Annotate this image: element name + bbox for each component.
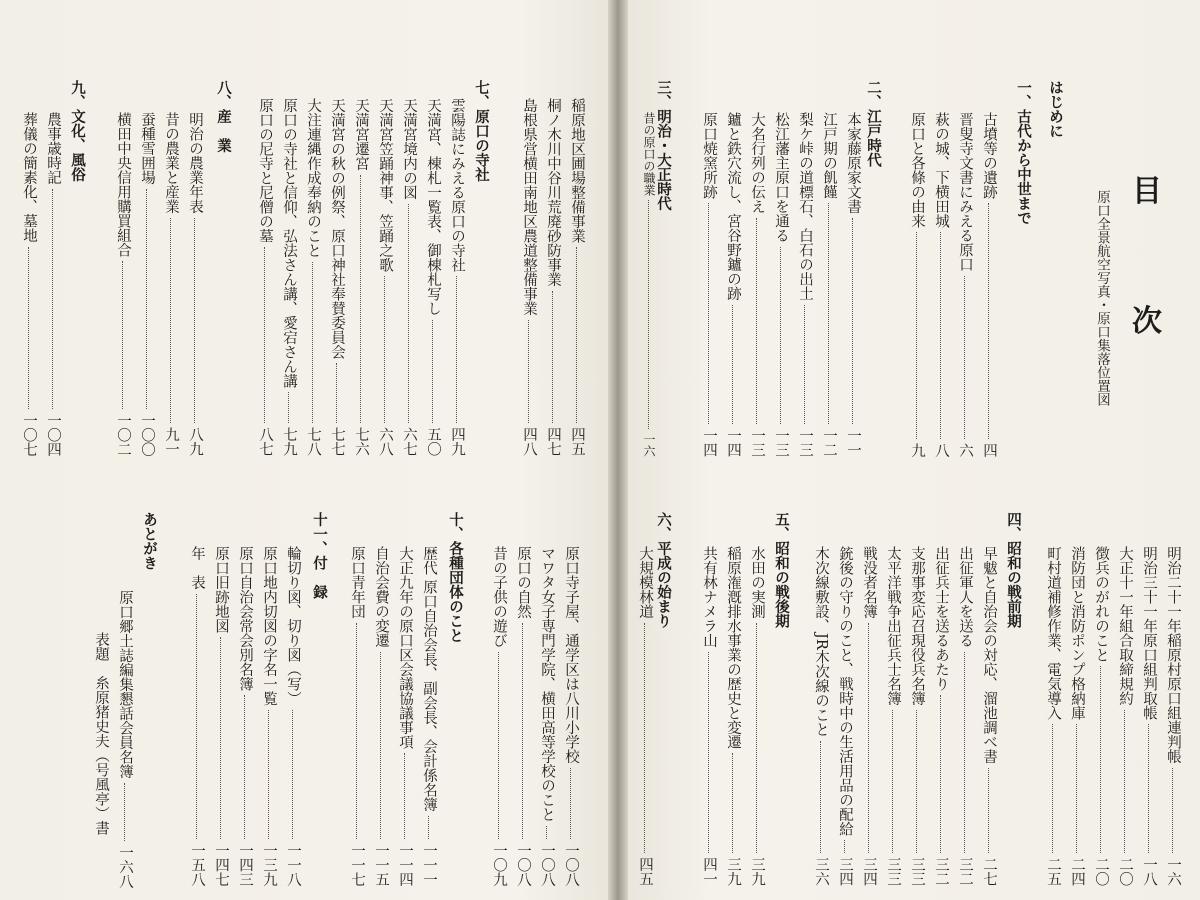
page-number: 一四 — [701, 428, 717, 457]
entry-title: 出征兵士を送るあたり — [933, 546, 949, 691]
page-number: 四五 — [637, 857, 653, 886]
entry-title: マワタ女子専門学院、横田高等学校のこと — [539, 546, 555, 822]
section-heading-s7: 七、原口の寺社 — [473, 80, 489, 182]
section-heading-s6: 六、平成の始まり — [655, 512, 671, 628]
leader-dots — [336, 363, 337, 423]
entry-title: 天満宮、棟札一覧表、御棟札写し — [425, 98, 441, 316]
book-gutter — [608, 0, 628, 900]
page-number: 一〇〇 — [139, 412, 155, 456]
toc-entry — [372, 546, 389, 886]
leader-dots — [384, 276, 385, 423]
entry-title: 蚕種雪囲場 — [139, 112, 155, 185]
toc-entry — [956, 546, 973, 886]
entry-title: 木次線敷設、JR木次線のこと — [813, 546, 829, 737]
toc-entry — [520, 98, 537, 456]
leader-dots — [288, 392, 289, 423]
entry-title: 戦没者名簿 — [861, 546, 877, 619]
leader-dots — [964, 276, 965, 439]
entry-title: 原口の自然 — [515, 546, 531, 619]
leader-dots — [964, 652, 965, 854]
entry-title: 水田の実測 — [749, 546, 765, 619]
leader-dots — [940, 695, 941, 853]
page-number: 九 — [909, 442, 925, 457]
entry-title: 自治会費の変遷 — [373, 546, 389, 648]
entry-title: 早魃と自治会の対応、溜池調べ書 — [981, 546, 997, 764]
toc-entry — [860, 546, 877, 886]
leader-dots — [868, 623, 869, 854]
leader-dots — [1124, 710, 1125, 854]
toc-entry — [844, 112, 861, 457]
toc-entry — [820, 112, 837, 457]
entry-title: 出征軍人を送る — [957, 546, 973, 648]
frontispiece-entry: 原口全景航空写真・原口集落位置図 — [1094, 190, 1110, 406]
entry-title: 原口と各條の由来 — [909, 112, 925, 228]
entry-title: 共有林ナメラ山 — [701, 546, 717, 648]
page-number: 一〇八 — [563, 842, 579, 886]
entry-title: 昔の原口の職業 — [642, 112, 656, 196]
toc-entry — [138, 112, 155, 456]
toc-entry — [544, 98, 561, 456]
entry-title: 天満宮笠踊神事、笠踊之歌 — [377, 98, 393, 272]
toc-entry — [448, 98, 465, 456]
toc-entry — [812, 546, 829, 886]
section-heading-s1: 一、古代から中世まで — [1015, 80, 1031, 225]
entry-title: 銃後の守りのこと、戦時中の生活用品の配給 — [837, 546, 853, 836]
toc-entry — [980, 546, 997, 886]
toc-entry — [44, 112, 61, 456]
page-number: 一一五 — [373, 842, 389, 886]
toc-entry — [400, 98, 417, 456]
page-number: 三二 — [957, 857, 973, 886]
section-heading-s10: 十、各種団体のこと — [447, 512, 463, 643]
leader-dots — [708, 203, 709, 424]
entry-title: 葬儀の簡素化、墓地 — [21, 112, 37, 243]
entry-title: 原口郷土誌編集懇話会員名簿 — [117, 590, 133, 779]
entry-title: 島根県営横田南地区農道整備事業 — [521, 98, 537, 316]
page-number: 一三九 — [261, 842, 277, 886]
leader-dots — [522, 623, 523, 839]
title-char-1: 目 — [1132, 174, 1162, 209]
leader-dots — [892, 710, 893, 854]
leader-dots — [52, 189, 53, 409]
toc-entry — [1116, 546, 1133, 886]
leader-dots — [756, 218, 757, 425]
leader-dots — [498, 652, 499, 839]
page-number: 一〇四 — [45, 412, 61, 456]
leader-dots — [122, 261, 123, 409]
page-number: 一四 — [725, 428, 741, 457]
leader-dots — [708, 652, 709, 854]
entry-title: 古墳等の遺跡 — [981, 112, 997, 199]
entry-title: 大正九年の原口区会議協議事項 — [397, 546, 413, 749]
section-heading-atogaki: あとがき — [141, 512, 157, 570]
entry-title: 天満宮の秋の例祭、原口神社奉賛委員会 — [329, 98, 345, 359]
page-number: 三九 — [725, 857, 741, 886]
leader-dots — [194, 218, 195, 424]
entry-title: 横田中央信用購買組合 — [115, 112, 131, 257]
page-number: 二七 — [981, 857, 997, 886]
leader-dots — [428, 816, 429, 839]
entry-title: 稲原地区圃場整備事業 — [569, 98, 585, 243]
page-number: 三四 — [837, 857, 853, 886]
leader-dots — [916, 232, 917, 439]
page-number: 一〇二 — [115, 412, 131, 456]
leader-dots — [732, 305, 733, 425]
leader-dots — [820, 741, 821, 853]
toc-entry — [636, 546, 653, 886]
entry-title: 昔の子供の遊び — [491, 546, 507, 648]
leader-dots — [1148, 724, 1149, 853]
leader-dots — [28, 247, 29, 409]
section-heading-s11: 十一、付 録 — [311, 512, 327, 599]
leader-dots — [1076, 724, 1077, 853]
page-number: 一三 — [749, 428, 765, 457]
entry-title: 農事歳時記 — [45, 112, 61, 185]
toc-entry — [700, 546, 717, 886]
entry-title: 明治三十一年原口組判取帳 — [1141, 546, 1157, 720]
page-number: 一四七 — [213, 842, 229, 886]
leader-dots — [244, 695, 245, 839]
page-number: 七七 — [329, 427, 345, 456]
toc-entry — [568, 98, 585, 456]
entry-title: 輪切り図、切り図（写） — [285, 546, 301, 706]
page-number: 二四 — [1069, 857, 1085, 886]
page-number: 四一 — [701, 857, 717, 886]
leader-dots — [570, 768, 571, 839]
toc-entry — [186, 112, 203, 456]
entry-title: 萩の城、下横田城 — [933, 112, 949, 228]
entry-title: 天満宮遷宮 — [353, 98, 369, 171]
page-number: 三三 — [909, 857, 925, 886]
toc-entry — [256, 98, 273, 456]
leader-dots — [146, 189, 147, 409]
entry-title: 大正十一年組合取締規約 — [1117, 546, 1133, 706]
leader-dots — [644, 623, 645, 854]
section-heading-s4: 四、昭和の戦前期 — [1005, 512, 1021, 628]
page-number: 一一七 — [349, 842, 365, 886]
page-number: 一八 — [1141, 857, 1157, 886]
page-number: 七八 — [305, 427, 321, 456]
toc-entry — [538, 546, 555, 886]
section-heading-s2: 二、江戸時代 — [865, 80, 881, 167]
leader-dots — [844, 840, 845, 853]
leader-dots — [528, 320, 529, 424]
toc-entry — [1044, 546, 1061, 886]
page-number: 一四三 — [237, 842, 253, 886]
entry-title: 大名行列の伝え — [749, 112, 765, 214]
leader-dots — [1052, 724, 1053, 853]
entry-title: 晋叟寺文書にみえる原口 — [957, 112, 973, 272]
toc-entry — [724, 112, 741, 457]
page-number: 四 — [981, 442, 997, 457]
page-number: 一一一 — [421, 842, 437, 886]
section-heading-s9: 九、文化、風俗 — [69, 80, 85, 182]
entry-title: 町村道補修作業、電気導入 — [1045, 546, 1061, 720]
page-number: 六七 — [401, 427, 417, 456]
toc-entry — [376, 98, 393, 456]
toc-entry — [514, 546, 531, 886]
page-number: 三四 — [861, 857, 877, 886]
entry-title: 明治の農業年表 — [187, 112, 203, 214]
toc-entry — [188, 546, 205, 886]
leader-dots — [780, 247, 781, 425]
leader-dots — [456, 276, 457, 423]
toc-entry — [236, 546, 253, 886]
toc-entry — [980, 112, 997, 457]
entry-title: 大規模林道 — [637, 546, 653, 619]
entry-title: 稲原潅漑排水事業の歴史と変遷 — [725, 546, 741, 749]
section-heading-s5: 五、昭和の戦後期 — [773, 512, 789, 628]
entry-title: 原口焼窯所跡 — [701, 112, 717, 199]
toc-entry — [348, 546, 365, 886]
page-number: 六 — [957, 442, 973, 457]
page-number: 一〇八 — [515, 842, 531, 886]
toc-entry — [562, 546, 579, 886]
leader-dots — [1100, 666, 1101, 853]
page-number: 一六八 — [117, 844, 133, 888]
page-number: 一三 — [797, 428, 813, 457]
page-number: 二五 — [1045, 857, 1061, 886]
entry-title: 原口青年団 — [349, 546, 365, 619]
toc-entry — [932, 112, 949, 457]
entry-title: 天満宮境内の図 — [401, 98, 417, 200]
toc-entry — [212, 546, 229, 886]
leader-dots — [804, 305, 805, 425]
page-number: 一一八 — [285, 842, 301, 886]
toc-entry — [424, 98, 441, 456]
page-number: 四七 — [545, 427, 561, 456]
entry-title: 原口の尼寺と尼僧の墓 — [257, 98, 273, 243]
leader-dots — [404, 753, 405, 839]
leader-dots — [828, 203, 829, 424]
leader-dots — [264, 247, 265, 423]
leader-dots — [988, 203, 989, 439]
page-number: 八九 — [187, 427, 203, 456]
leader-dots — [1172, 768, 1173, 854]
leader-dots — [196, 594, 197, 839]
toc-entry — [1164, 546, 1181, 886]
page-number: 七六 — [353, 427, 369, 456]
page-number: 一六 — [642, 433, 656, 457]
toc-entry — [352, 98, 369, 456]
toc-entry — [640, 112, 657, 457]
page-number: 三六 — [813, 857, 829, 886]
entry-title: 原口寺子屋、通学区は八川小学校 — [563, 546, 579, 764]
entry-title: 鑪と鉄穴流し、宮谷野鑪の跡 — [725, 112, 741, 301]
leader-dots — [360, 175, 361, 424]
entry-title: 雲陽誌にみえる原口の寺社 — [449, 98, 465, 272]
leader-dots — [312, 262, 313, 424]
entry-title: 歴代 原口自治会長、副会長、会計係名簿 — [421, 546, 437, 812]
page-number: 三三 — [885, 857, 901, 886]
page-number: 七九 — [281, 427, 297, 456]
page-number: 二〇 — [1117, 857, 1133, 886]
leader-dots — [648, 200, 649, 429]
toc-entry — [796, 112, 813, 457]
leader-dots — [292, 710, 293, 839]
toc-entry — [284, 546, 301, 886]
entry-title: 原口の寺社と信仰、弘法さん講、愛宕さん講 — [281, 98, 297, 388]
toc-entry — [956, 112, 973, 457]
leader-dots — [268, 710, 269, 839]
entry-title: 太平洋戦争出征兵士名簿 — [885, 546, 901, 706]
leader-dots — [356, 623, 357, 839]
toc-entry — [932, 546, 949, 886]
toc-entry — [908, 112, 925, 457]
entry-title: 大注連縄作成奉納のこと — [305, 98, 321, 258]
page-number: 三九 — [749, 857, 765, 886]
section-heading-s3: 三、明治・大正時代 — [655, 80, 671, 211]
toc-entry — [20, 112, 37, 456]
toc-entry — [490, 546, 507, 886]
toc-entry — [836, 546, 853, 886]
entry-title: 支那事変応召現役兵名簿 — [909, 546, 925, 706]
entry-title: 原口地内切図の字名一覧 — [261, 546, 277, 706]
entry-title: 桐ノ木川中谷川荒廃砂防事業 — [545, 98, 561, 287]
leader-dots — [170, 218, 171, 424]
page-number: 六八 — [377, 427, 393, 456]
toc-entry — [1140, 546, 1157, 886]
toc-entry — [420, 546, 437, 886]
toc-entry — [304, 98, 321, 456]
entry-title: 原口旧跡地図 — [213, 546, 229, 633]
toc-entry — [884, 546, 901, 886]
toc-entry — [748, 112, 765, 457]
leader-dots — [432, 320, 433, 424]
page-number: 二〇 — [1093, 857, 1109, 886]
entry-title: 梨ケ峠の道標石、白石の出土 — [797, 112, 813, 301]
page-number: 八七 — [257, 427, 273, 456]
toc-entry — [162, 112, 179, 456]
entry-title: 消防団と消防ポンプ格納庫 — [1069, 546, 1085, 720]
page-number: 四八 — [521, 427, 537, 456]
leader-dots — [552, 291, 553, 424]
toc-entry — [328, 98, 345, 456]
page-number: 一三 — [773, 428, 789, 457]
toc-entry — [1092, 546, 1109, 886]
toc-entry — [700, 112, 717, 457]
leader-dots — [988, 768, 989, 854]
page-number: 一一四 — [397, 842, 413, 886]
page-number: 四九 — [449, 427, 465, 456]
page-number: 一二 — [821, 428, 837, 457]
toc-entry — [396, 546, 413, 886]
toc-entry — [280, 98, 297, 456]
entry-title: 徴兵のがれのこと — [1093, 546, 1109, 662]
leader-dots — [124, 783, 125, 841]
entry-title: 年 表 — [189, 546, 205, 590]
entry-title: 江戸期の飢饉 — [821, 112, 837, 199]
toc-entry — [724, 546, 741, 886]
leader-dots — [756, 623, 757, 854]
leader-dots — [576, 247, 577, 423]
page-number: 四五 — [569, 427, 585, 456]
page-number: 一五八 — [189, 842, 205, 886]
page-number: 一〇七 — [21, 412, 37, 456]
page-number: 一一 — [845, 428, 861, 457]
toc-entry — [772, 112, 789, 457]
title-calligraphy-credit: 表題 糸原猪史夫（号風亭）書 — [93, 632, 109, 835]
leader-dots — [546, 826, 547, 839]
entry-title: 昔の農業と産業 — [163, 112, 179, 214]
toc-entry — [908, 546, 925, 886]
toc-entry — [260, 546, 277, 886]
page-number: 一〇九 — [491, 842, 507, 886]
leader-dots — [732, 753, 733, 853]
leader-dots — [940, 232, 941, 439]
leader-dots — [220, 637, 221, 839]
page-number: 八 — [933, 442, 949, 457]
leader-dots — [916, 710, 917, 854]
hajimeni-heading: はじめに — [1047, 80, 1063, 138]
title-char-2: 次 — [1132, 304, 1162, 339]
leader-dots — [852, 218, 853, 425]
page-number: 一六 — [1165, 857, 1181, 886]
page-number: 一〇八 — [539, 842, 555, 886]
page-number: 三二 — [933, 857, 949, 886]
entry-title: 松江藩主原口を通る — [773, 112, 789, 243]
toc-entry — [1068, 546, 1085, 886]
leader-dots — [408, 204, 409, 424]
toc-entry — [114, 112, 131, 456]
entry-title: 原口自治会常会別名簿 — [237, 546, 253, 691]
entry-title: 本家藤原家文書 — [845, 112, 861, 214]
toc-entry — [116, 590, 133, 888]
page-number: 五〇 — [425, 427, 441, 456]
page-number: 九一 — [163, 427, 179, 456]
entry-title: 明治二十一年稲原村原口組連判帳 — [1165, 546, 1181, 764]
leader-dots — [380, 652, 381, 839]
section-heading-s8: 八、産 業 — [215, 80, 231, 153]
toc-entry — [748, 546, 765, 886]
